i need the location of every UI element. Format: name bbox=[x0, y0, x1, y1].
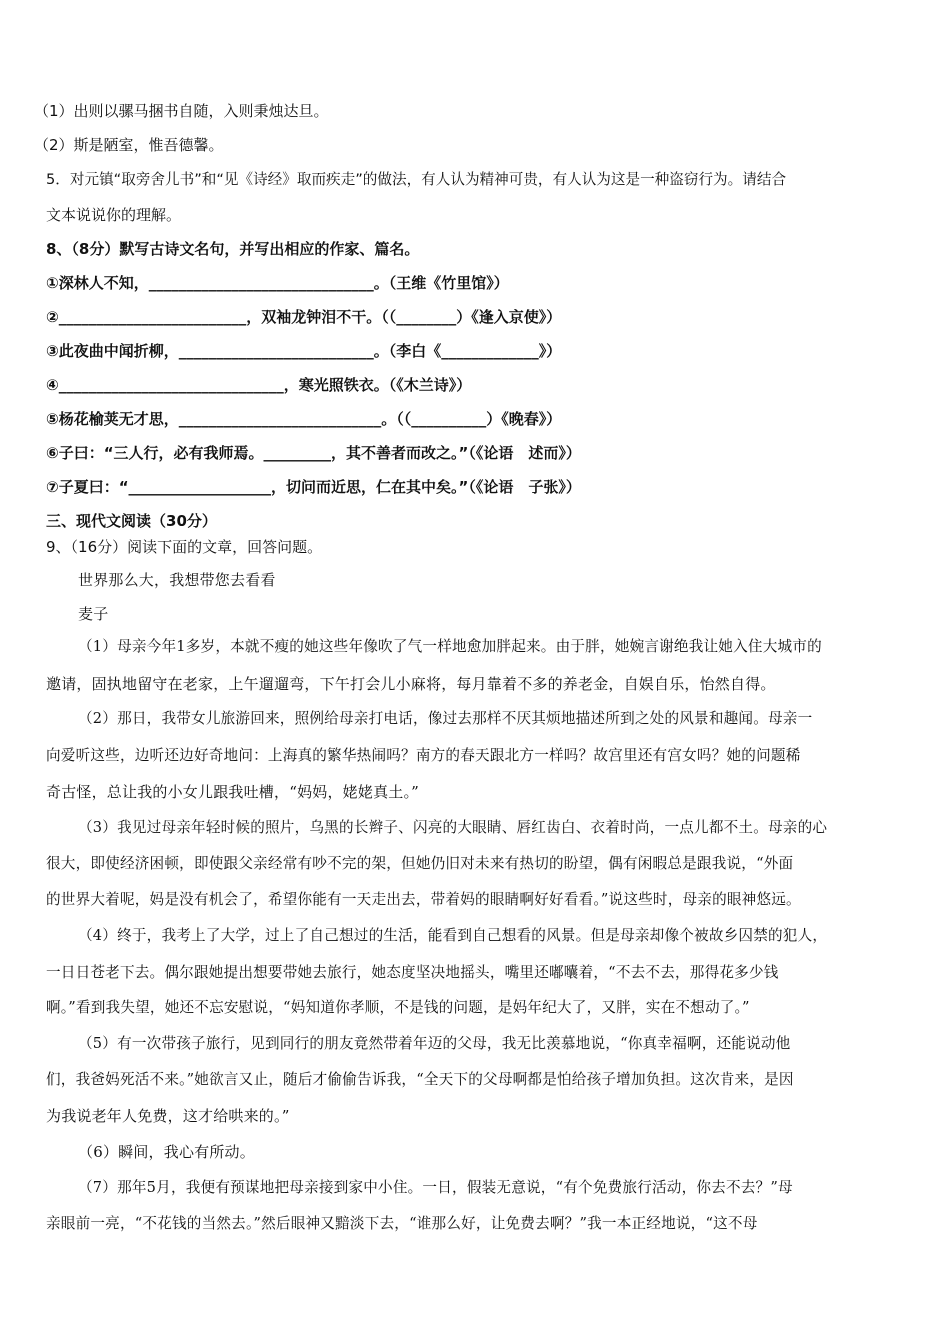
article-paragraph-5-line-3: 为我说老年人免费，这才给哄来的。” bbox=[46, 1107, 290, 1125]
recitation-item-6: ⑥子曰：“三人行，必有我师焉。_________，其不善者而改之。”（《论语 述而》） bbox=[46, 444, 581, 462]
article-paragraph-4-line-2: 一日日苍老下去。偶尔跟她提出想要带她去旅行，她态度坚决地摇头，嘴里还嘟囔着，“不去不去，那得花多少钱 bbox=[46, 964, 779, 981]
article-paragraph-1-line-2: 邀请，固执地留守在老家，上午遛遛弯，下午打会儿小麻将，每月靠着不多的养老金，自娱自乐，怡然自得。 bbox=[46, 675, 776, 693]
question-5-line-2: 文本说说你的理解。 bbox=[46, 206, 182, 224]
article-title: 世界那么大，我想带您去看看 bbox=[78, 571, 276, 589]
article-paragraph-1-line-1: （1）母亲今年1多岁，本就不瘦的她这些年像吹了气一样地愈加胖起来。由于胖，她婉言谢绝我让她入住大城市的 bbox=[78, 638, 822, 655]
section-3-heading: 三、现代文阅读（30分） bbox=[46, 512, 217, 530]
article-paragraph-3-line-3: 的世界大着呢，妈是没有机会了，希望你能有一天走出去，带着妈的眼睛啊好好看看。”说这些时，母亲的眼神悠远。 bbox=[46, 891, 801, 908]
article-paragraph-7-line-1: （7）那年5月，我便有预谋地把母亲接到家中小住。一日，假装无意说，“有个免费旅行活动，你去不去？”母 bbox=[78, 1179, 793, 1196]
recitation-item-5: ⑤杨花榆荚无才思，___________________________。（（__________）《晚春》） bbox=[46, 410, 562, 428]
article-paragraph-5-line-1: （5）有一次带孩子旅行，见到同行的朋友竟然带着年迈的父母，我无比羡慕地说，“你真幸福啊，还能说动他 bbox=[78, 1035, 791, 1052]
recitation-item-3: ③此夜曲中闻折柳，__________________________。（李白《_____________》） bbox=[46, 342, 562, 360]
article-paragraph-5-line-2: 们，我爸妈死活不来。”她欲言又止，随后才偷偷告诉我，“全天下的父母啊都是怕给孩子增加负担。这次肯来，是因 bbox=[46, 1071, 794, 1088]
article-paragraph-4-line-1: （4）终于，我考上了大学，过上了自己想过的生活，能看到自己想看的风景。但是母亲却像个被故乡囚禁的犯人， bbox=[78, 927, 828, 944]
article-author: 麦子 bbox=[78, 605, 109, 623]
article-paragraph-6: （6）瞬间，我心有所动。 bbox=[78, 1143, 255, 1161]
question-8-heading: 8、（8分）默写古诗文名句，并写出相应的作家、篇名。 bbox=[46, 240, 420, 258]
recitation-item-4: ④______________________________，寒光照铁衣。（《木兰诗》） bbox=[46, 376, 472, 394]
quote-line-1: （1）出则以骡马捆书自随，入则秉烛达旦。 bbox=[34, 102, 329, 120]
recitation-item-2: ②_________________________，双袖龙钟泪不干。（（________）《逢入京使》） bbox=[46, 308, 562, 326]
article-paragraph-3-line-2: 很大，即使经济困顿，即使跟父亲经常有吵不完的架，但她仍旧对未来有热切的盼望，偶有闲暇总是跟我说，“外面 bbox=[46, 855, 794, 872]
article-paragraph-3-line-1: （3）我见过母亲年轻时候的照片，乌黑的长辫子、闪亮的大眼睛、唇红齿白、衣着时尚，一点儿都不土。母亲的心 bbox=[78, 819, 828, 836]
article-paragraph-2-line-1: （2）那日，我带女儿旅游回来，照例给母亲打电话，像过去那样不厌其烦地描述所到之处的风景和趣闻。母亲一 bbox=[78, 710, 813, 727]
article-paragraph-7-line-2: 亲眼前一亮，“不花钱的当然去。”然后眼神又黯淡下去，“谁那么好，让免费去啊？”我一本正经地说，“这不母 bbox=[46, 1215, 758, 1232]
article-paragraph-2-line-2: 向爱听这些，边听还边好奇地问：上海真的繁华热闹吗？南方的春天跟北方一样吗？故宫里还有宫女吗？她的问题稀 bbox=[46, 747, 801, 764]
quote-line-2: （2）斯是陋室，惟吾德馨。 bbox=[34, 136, 224, 154]
recitation-item-7: ⑦子夏曰：“___________________，切问而近思，仁在其中矣。”（《论语 子张》） bbox=[46, 478, 581, 496]
question-5-line-1: 5．对元镇“取旁舍儿书”和“见《诗经》取而疾走”的做法，有人认为精神可贵，有人认为这是一种盗窃行为。请结合 bbox=[46, 171, 787, 188]
article-paragraph-2-line-3: 奇古怪，总让我的小女儿跟我吐槽，“妈妈，姥姥真土。” bbox=[46, 783, 420, 801]
article-paragraph-4-line-3: 啊。”看到我失望，她还不忘安慰说，“妈知道你孝顺，不是钱的问题，是妈年纪大了，又胖，实在不想动了。” bbox=[46, 999, 750, 1016]
recitation-item-1: ①深林人不知，______________________________。（王维《竹里馆》） bbox=[46, 274, 509, 292]
question-9-heading: 9、（16分）阅读下面的文章，回答问题。 bbox=[46, 538, 323, 556]
